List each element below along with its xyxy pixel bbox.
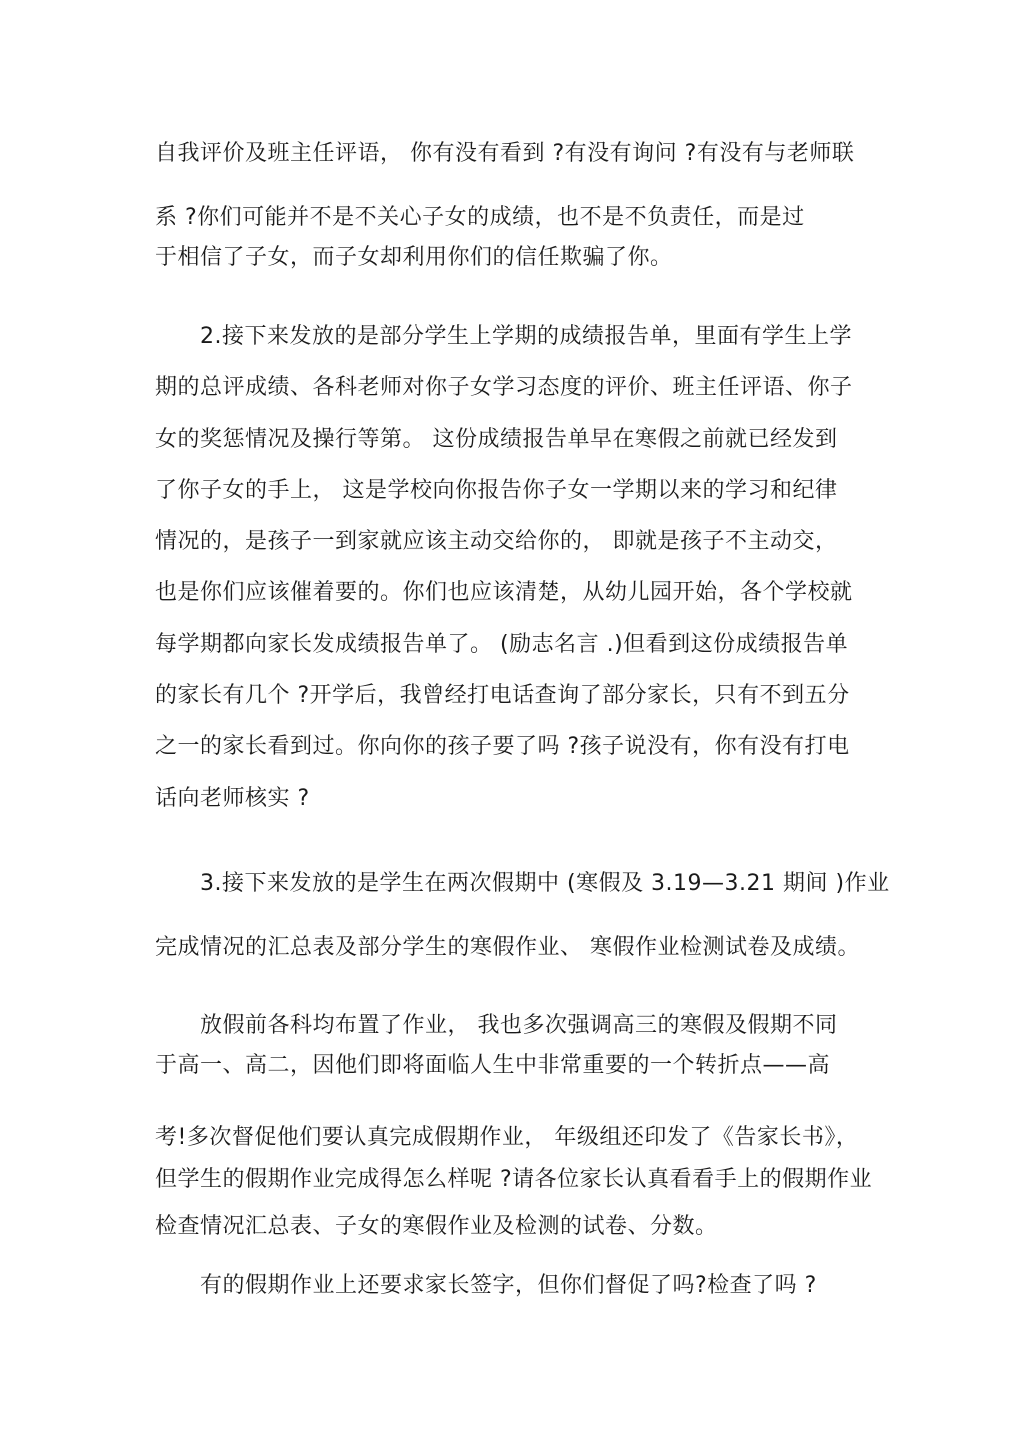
text-line: 于相信了子女，而子女却利用你们的信任欺骗了你。 xyxy=(155,245,673,270)
text-line: 情况的，是孩子一到家就应该主动交给你的， 即就是孩子不主动交， xyxy=(155,529,838,554)
text-line: 的家长有几个 ?开学后，我曾经打电话查询了部分家长，只有不到五分 xyxy=(155,683,850,708)
text-line: 完成情况的汇总表及部分学生的寒假作业、 寒假作业检测试卷及成绩。 xyxy=(155,935,860,960)
text-line: 考!多次督促他们要认真完成假期作业， 年级组还印发了《告家长书》， xyxy=(155,1125,859,1150)
text-line: 放假前各科均布置了作业， 我也多次强调高三的寒假及假期不同 xyxy=(200,1013,838,1038)
text-line: 期的总评成绩、各科老师对你子女学习态度的评价、班主任评语、你子 xyxy=(155,375,853,400)
text-line: 了你子女的手上， 这是学校向你报告你子女一学期以来的学习和纪律 xyxy=(155,478,838,503)
text-line: 话向老师核实 ? xyxy=(155,786,310,811)
text-line: 3.接下来发放的是学生在两次假期中 (寒假及 3.19—3.21 期间 )作业 xyxy=(200,871,890,896)
text-line: 检查情况汇总表、子女的寒假作业及检测的试卷、分数。 xyxy=(155,1214,718,1239)
text-line: 每学期都向家长发成绩报告单了。 (励志名言 .)但看到这份成绩报告单 xyxy=(155,632,849,657)
text-line: 有的假期作业上还要求家长签字，但你们督促了吗?检查了吗 ? xyxy=(200,1273,817,1298)
text-line: 女的奖惩情况及操行等第。 这份成绩报告单早在寒假之前就已经发到 xyxy=(155,427,838,452)
text-line: 也是你们应该催着要的。你们也应该清楚，从幼儿园开始，各个学校就 xyxy=(155,580,853,605)
text-line: 但学生的假期作业完成得怎么样呢 ?请各位家长认真看看手上的假期作业 xyxy=(155,1167,873,1192)
text-line: 2.接下来发放的是部分学生上学期的成绩报告单，里面有学生上学 xyxy=(200,324,852,349)
text-line: 系 ?你们可能并不是不关心子女的成绩，也不是不负责任，而是过 xyxy=(155,205,805,230)
text-line: 之一的家长看到过。你向你的孩子要了吗 ?孩子说没有，你有没有打电 xyxy=(155,734,850,759)
text-line: 于高一、高二，因他们即将面临人生中非常重要的一个转折点——高 xyxy=(155,1053,831,1078)
text-line: 自我评价及班主任评语， 你有没有看到 ?有没有询问 ?有没有与老师联 xyxy=(155,141,855,166)
